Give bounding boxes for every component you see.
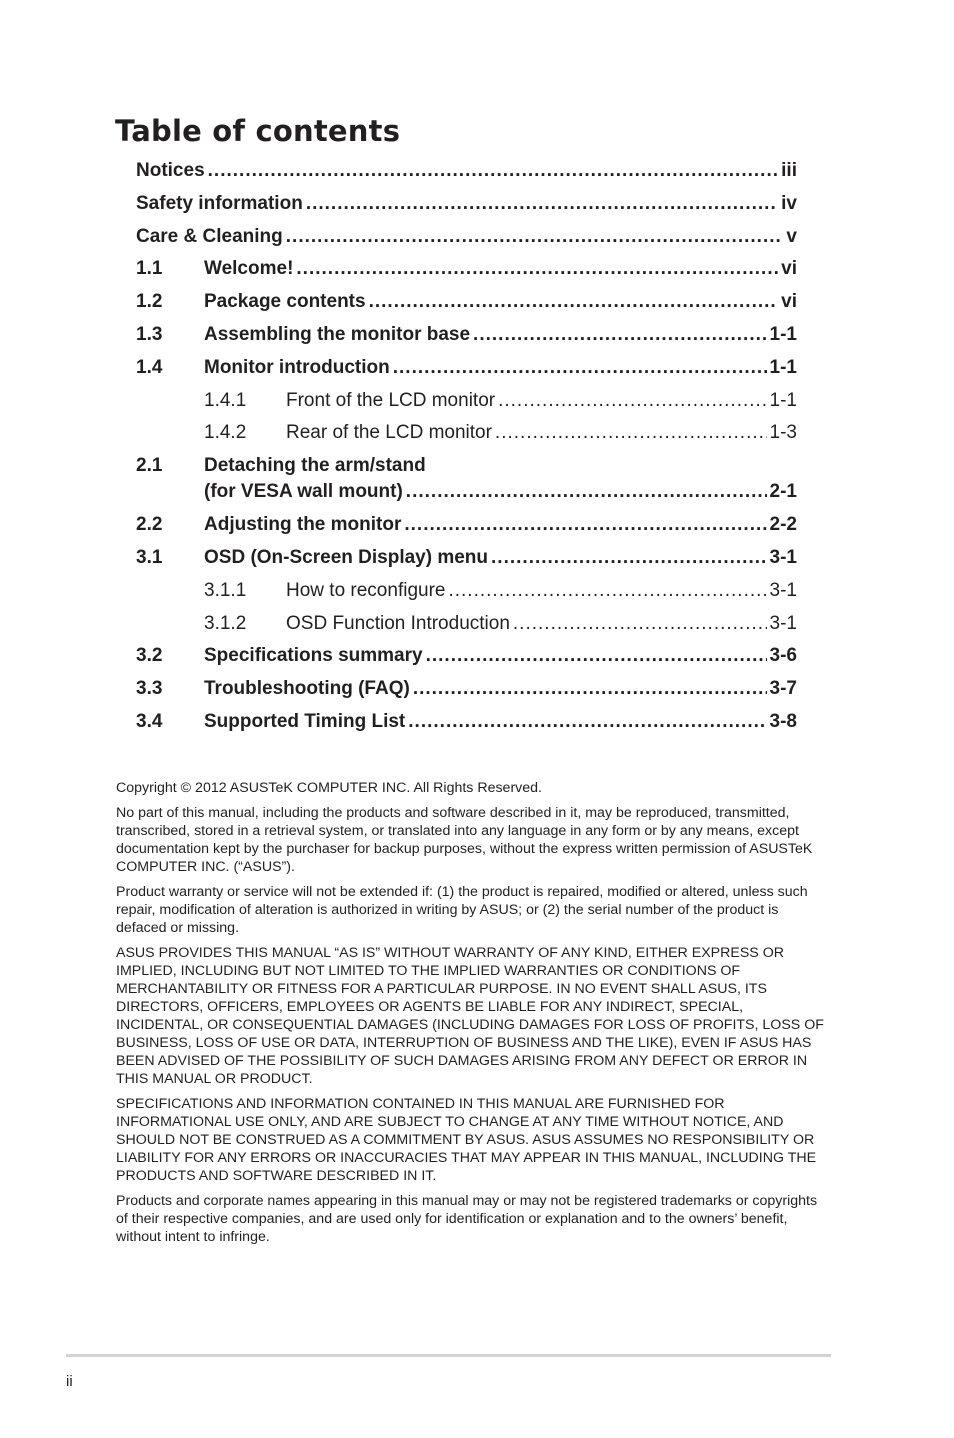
toc-entry-3-1-2[interactable] — [136, 611, 797, 644]
page-number: ii — [66, 1373, 73, 1390]
toc-page: v — [786, 225, 797, 247]
legal-notice — [116, 779, 832, 1253]
toc-leader — [448, 578, 766, 604]
toc-entry-1-4[interactable] — [136, 355, 797, 388]
toc-entry-3-3[interactable] — [136, 676, 797, 709]
toc-number: 2.2 — [136, 514, 163, 536]
toc-number: 1.3 — [136, 323, 163, 345]
toc-title-line1: Detaching the arm/stand — [204, 455, 426, 477]
toc-page: 3-1 — [769, 579, 797, 601]
toc-entry-1-4-1[interactable] — [136, 388, 797, 421]
toc-leader — [498, 388, 766, 414]
toc-title: Assembling the monitor base — [204, 323, 471, 345]
toc-page: vi — [781, 291, 797, 313]
toc-page: 3-6 — [769, 645, 797, 667]
toc-leader — [393, 355, 767, 381]
toc-title: Welcome! — [204, 258, 294, 280]
toc-title: Package contents — [204, 291, 366, 313]
toc-entry-1-1[interactable] — [136, 256, 797, 289]
toc-entry-2-1[interactable] — [136, 453, 797, 512]
toc-number: 1.2 — [136, 291, 163, 313]
toc-entry-care-cleaning[interactable] — [136, 224, 797, 257]
toc-title: Supported Timing List — [204, 710, 406, 732]
toc-entry-1-3[interactable] — [136, 322, 797, 355]
toc-entry-3-2[interactable] — [136, 643, 797, 676]
toc-number: 1.4.2 — [204, 422, 247, 444]
toc-title: (for VESA wall mount) — [204, 481, 403, 503]
toc-entry-2-2[interactable] — [136, 512, 797, 545]
toc-title: Troubleshooting (FAQ) — [204, 678, 410, 700]
toc-number: 3.1 — [136, 546, 163, 568]
toc-page: 2-1 — [769, 481, 797, 503]
toc-number: 3.4 — [136, 710, 163, 732]
table-of-contents — [136, 158, 797, 742]
toc-page: 3-8 — [769, 710, 797, 732]
toc-page: 3-1 — [769, 546, 797, 568]
toc-leader — [296, 256, 778, 282]
toc-leader — [426, 643, 767, 669]
toc-leader — [473, 322, 766, 348]
toc-page: 1-1 — [769, 323, 797, 345]
copyright-line: Copyright © 2012 ASUSTeK COMPUTER INC. All Rights Reserved. — [116, 780, 542, 796]
toc-entry-3-1-1[interactable] — [136, 578, 797, 611]
toc-number: 1.1 — [136, 258, 163, 280]
toc-title: Rear of the LCD monitor — [286, 422, 492, 444]
legal-paragraph: ASUS PROVIDES THIS MANUAL “AS IS” WITHOUT WARRANTY OF ANY KIND, EITHER EXPRESS OR IMPLIED, INCLUDING BUT NOT LIMITED TO THE IMPLIED WARRANTIES OR CONDITIONS OF MERCHANTABILITY OR FITNESS FOR A PARTICULAR PURPOSE. IN NO EVENT SHALL ASUS, ITS DIRECTORS, OFFICERS, EMPLOYEES OR AGENTS BE LIABLE FOR ANY INDIRECT, SPECIAL, INCIDENTAL, OR CONSEQUENTIAL DAMAGES (INCLUDING DAMAGES FOR LOSS OF PROFITS, LOSS OF BUSINESS, LOSS OF USE OR DATA, INTERRUPTION OF BUSINESS AND THE LIKE), EVEN IF ASUS HAS BEEN ADVISED OF THE POSSIBILITY OF SUCH DAMAGES ARISING FROM ANY DEFECT OR ERROR IN THIS MANUAL OR PRODUCT. — [116, 945, 824, 1087]
toc-page: vi — [781, 258, 797, 280]
toc-entry-safety-information[interactable] — [136, 191, 797, 224]
toc-number: 1.4.1 — [204, 389, 247, 411]
toc-entry-3-1[interactable] — [136, 545, 797, 578]
toc-number: 3.1.2 — [204, 612, 247, 634]
toc-leader — [369, 289, 779, 315]
toc-page: 3-1 — [769, 612, 797, 634]
footer-divider — [66, 1354, 831, 1357]
toc-page: iii — [781, 160, 797, 181]
toc-page: 1-1 — [769, 356, 797, 378]
toc-page: iv — [781, 192, 797, 214]
toc-title: OSD (On-Screen Display) menu — [204, 546, 489, 568]
toc-title: Front of the LCD monitor — [286, 389, 496, 411]
toc-title: How to reconfigure — [286, 579, 446, 601]
page-title: Table of contents — [115, 114, 401, 148]
toc-leader — [406, 479, 767, 505]
toc-number: 3.3 — [136, 678, 163, 700]
toc-entry-3-4[interactable] — [136, 709, 797, 742]
legal-paragraph: SPECIFICATIONS AND INFORMATION CONTAINED IN THIS MANUAL ARE FURNISHED FOR INFORMATIONAL USE ONLY, AND ARE SUBJECT TO CHANGE AT ANY TIME WITHOUT NOTICE, AND SHOULD NOT BE CONSTRUED AS A COMMITMENT BY ASUS. ASUS ASSUMES NO RESPONSIBILITY OR LIABILITY FOR ANY ERRORS OR INACCURACIES THAT MAY APPEAR IN THIS MANUAL, INCLUDING THE PRODUCTS AND SOFTWARE DESCRIBED IN IT. — [116, 1096, 817, 1184]
toc-leader — [413, 676, 767, 702]
toc-title: Adjusting the monitor — [204, 514, 402, 536]
toc-leader — [491, 545, 767, 571]
toc-leader — [208, 158, 779, 184]
toc-title: Notices — [136, 160, 205, 181]
toc-leader — [286, 224, 784, 250]
toc-number: 3.1.1 — [204, 579, 247, 601]
toc-page: 1-3 — [769, 422, 797, 444]
toc-leader — [404, 512, 766, 538]
toc-title: OSD Function Introduction — [286, 612, 510, 634]
toc-page: 2-2 — [769, 514, 797, 536]
legal-paragraph: Product warranty or service will not be extended if: (1) the product is repaired, modified or altered, unless such repair, modification of alteration is authorized in writing by ASUS; or (2) the serial number of the product is defaced or missing. — [116, 884, 808, 936]
legal-paragraph: Products and corporate names appearing in this manual may or may not be registered trademarks or copyrights of their respective companies, and are used only for identification or explanation and to the owners’ benefit, without intent to infringe. — [116, 1193, 818, 1245]
toc-number: 2.1 — [136, 455, 163, 477]
toc-page: 1-1 — [769, 389, 797, 411]
toc-title: Safety information — [136, 192, 303, 214]
toc-title: Care & Cleaning — [136, 225, 283, 247]
toc-entry-1-4-2[interactable] — [136, 420, 797, 453]
toc-leader — [495, 420, 767, 446]
toc-entry-1-2[interactable] — [136, 289, 797, 322]
toc-page: 3-7 — [769, 678, 797, 700]
toc-leader — [408, 709, 766, 735]
toc-title: Specifications summary — [204, 645, 423, 667]
toc-number: 3.2 — [136, 645, 163, 667]
toc-number: 1.4 — [136, 356, 163, 378]
legal-paragraph: No part of this manual, including the products and software described in it, may be reproduced, transmitted, transcribed, stored in a retrieval system, or translated into any language in any form or by any means, except documentation kept by the purchaser for backup purposes, without the express written permission of ASUSTeK COMPUTER INC. (“ASUS”). — [116, 805, 813, 875]
toc-entry-notices[interactable] — [136, 158, 797, 191]
toc-leader — [513, 611, 767, 637]
toc-title: Monitor introduction — [204, 356, 390, 378]
toc-leader — [306, 191, 778, 217]
